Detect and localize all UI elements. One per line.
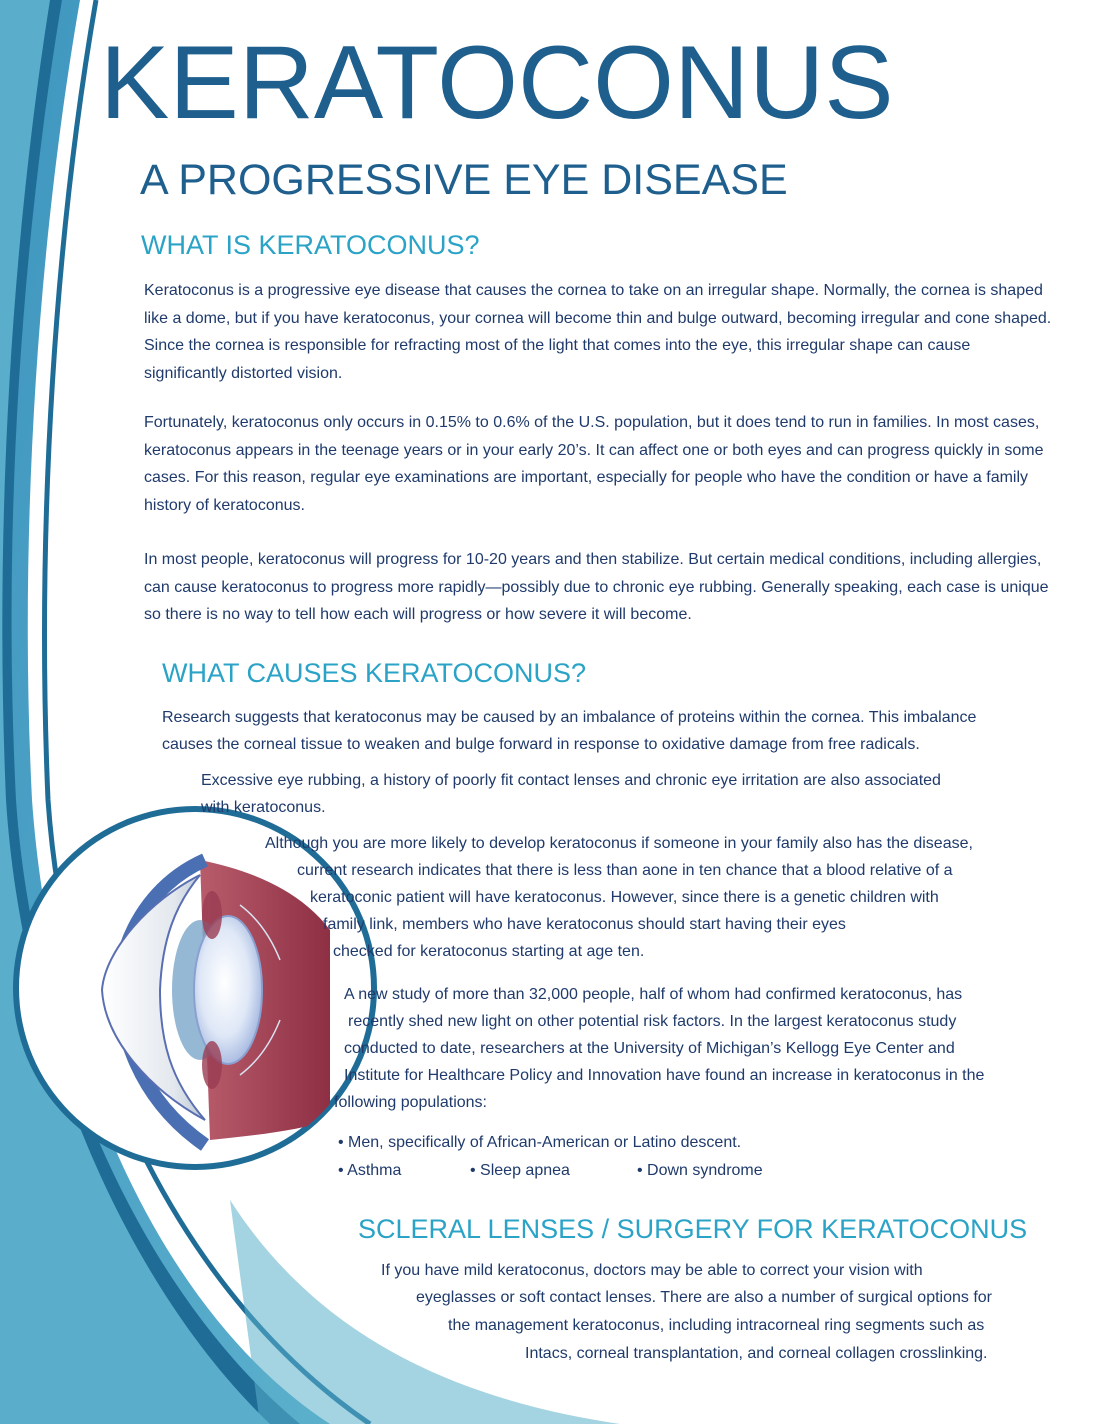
section-heading-lenses-surgery: SCLERAL LENSES / SURGERY FOR KERATOCONUS: [358, 1214, 1028, 1244]
lenses-line: Intacs, corneal transplantation, and corneal collagen crosslinking.: [525, 1345, 988, 1362]
causes-line: following populations:: [334, 1094, 487, 1111]
causes-line: Although you are more likely to develop keratoconus if someone in your family also has the disease,: [265, 835, 973, 852]
causes-line: Excessive eye rubbing, a history of poorly fit contact lenses and chronic eye irritation are also associated: [201, 772, 941, 789]
lenses-line: the management keratoconus, including intracorneal ring segments such as: [448, 1317, 985, 1334]
causes-line: with keratoconus.: [201, 799, 326, 816]
paragraph-what-is-3: In most people, keratoconus will progress for 10-20 years and then stabilize. But certain medical conditions, including allergies, can cause keratoconus to progress more rapidly—possibly due to chronic eye rubbing. Generally speaking, each case is unique so there is no way to tell how each will progress or how severe it will become.: [144, 551, 1049, 623]
causes-line: Research suggests that keratoconus may be caused by an imbalance of proteins within the cornea. This imbalance: [162, 709, 977, 726]
bullet-item: • Sleep apnea: [470, 1162, 570, 1179]
causes-line: Institute for Healthcare Policy and Innovation have found an increase in keratoconus in the: [344, 1067, 985, 1084]
bullet-item: • Men, specifically of African-American or Latino descent.: [338, 1134, 742, 1151]
lenses-line: eyeglasses or soft contact lenses. There are also a number of surgical options for: [416, 1289, 993, 1306]
page-title: KERATOCONUS: [100, 25, 894, 141]
page-subtitle: A PROGRESSIVE EYE DISEASE: [140, 156, 788, 204]
causes-line: conducted to date, researchers at the University of Michigan’s Kellogg Eye Center and: [344, 1040, 955, 1057]
paragraph-what-is-1: Keratoconus is a progressive eye disease that causes the cornea to take on an irregular shape. Normally, the cornea is shaped like a dome, but if you have keratoconus, your cornea will become thin and bulge outward, becoming irregular and cone shaped. Since the cornea is responsible for refracting most of the light that comes into the eye, this irregular shape can cause significantly distorted vision.: [144, 282, 1052, 382]
bullet-item: • Asthma: [338, 1162, 402, 1179]
section-heading-causes: WHAT CAUSES KERATOCONUS?: [162, 658, 587, 688]
bullet-item: • Down syndrome: [637, 1162, 763, 1179]
causes-line: recently shed new light on other potential risk factors. In the largest keratoconus study: [348, 1013, 957, 1030]
lenses-line: If you have mild keratoconus, doctors may be able to correct your vision with: [381, 1262, 923, 1279]
causes-line: family link, members who have keratoconus should start having their eyes: [323, 916, 846, 933]
paragraph-what-is-2: Fortunately, keratoconus only occurs in 0.15% to 0.6% of the U.S. population, but it does tend to run in families. In most cases, keratoconus appears in the teenage years or in your early 20’s. It can affect one or both eyes and can progress quickly in some cases. For this reason, regular eye examinations are important, especially for people who have the condition or have a family history of keratoconus.: [144, 414, 1044, 514]
causes-line: causes the corneal tissue to weaken and bulge forward in response to oxidative damage from free radicals.: [162, 736, 920, 753]
causes-line: checked for keratoconus starting at age ten.: [333, 943, 645, 960]
causes-line: keratoconic patient will have keratoconus. However, since there is a genetic children with: [310, 889, 939, 906]
causes-line: A new study of more than 32,000 people, half of whom had confirmed keratoconus, has: [344, 986, 963, 1003]
causes-line: current research indicates that there is less than aone in ten chance that a blood relative of a: [297, 862, 953, 879]
section-heading-what-is: WHAT IS KERATOCONUS?: [141, 230, 480, 260]
